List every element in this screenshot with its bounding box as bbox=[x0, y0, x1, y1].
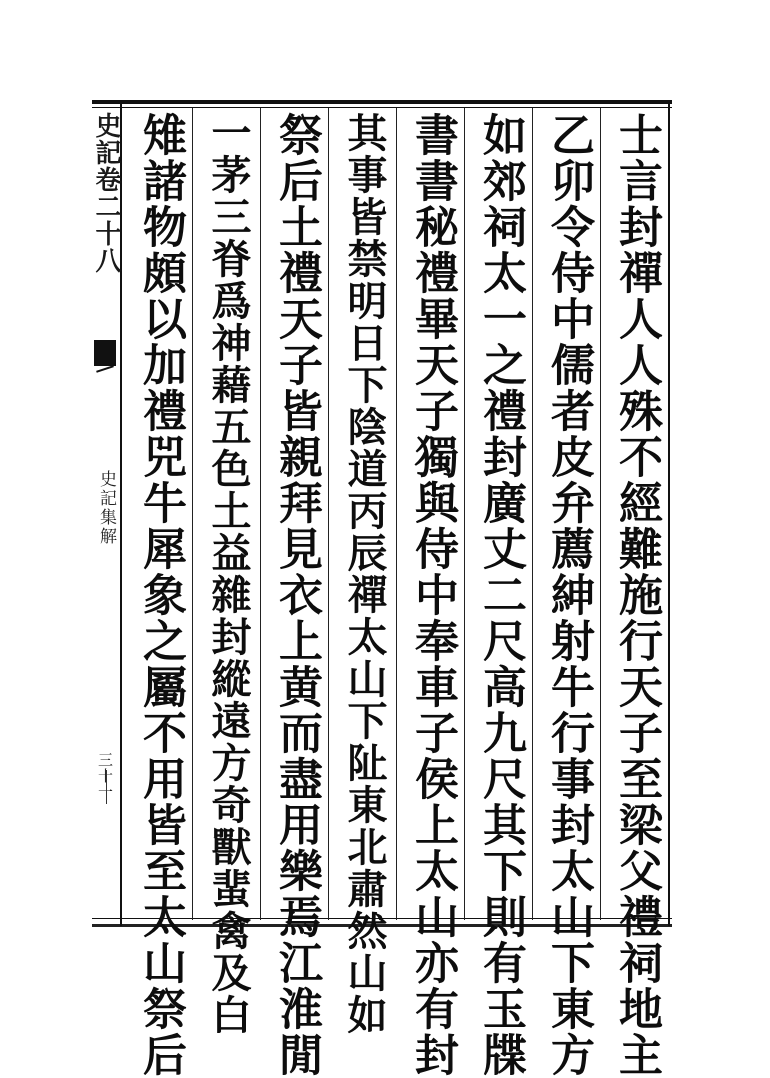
fish-tail-stroke bbox=[96, 365, 114, 372]
column-separator bbox=[600, 108, 601, 920]
column-separator bbox=[396, 108, 397, 920]
column-text: 乙卯令侍中儒者皮弁薦紳射牛行事封太山下東方 bbox=[543, 112, 594, 1078]
column-text: 書書秘禮畢天子獨與侍中奉車子侯上太山亦有封 bbox=[407, 112, 458, 1078]
column-text: 士言封禪人人殊不經難施行天子至梁父禮祠地主 bbox=[611, 112, 662, 1078]
text-column-4 bbox=[406, 112, 458, 1078]
text-column-1 bbox=[610, 112, 662, 1078]
column-separator bbox=[464, 108, 465, 920]
frame-right-rule bbox=[668, 100, 670, 926]
column-text: 其事皆禁明日下陰道丙辰禪太山下阯東北肅然山如 bbox=[341, 112, 388, 1036]
text-column-6 bbox=[270, 112, 322, 1078]
folio-number: 三十一 bbox=[96, 752, 114, 800]
column-separator bbox=[192, 108, 193, 920]
column-separator bbox=[328, 108, 329, 920]
book-title: 史記集解 bbox=[96, 470, 116, 546]
running-head: 史記卷二十八 bbox=[91, 112, 121, 274]
column-text: 一茅三脊爲神藉五色土益雜封縱遠方奇獸蜚禽及白 bbox=[205, 112, 252, 1036]
column-text: 祭后土禮天子皆親拜見衣上黄而盡用樂焉江淮閒 bbox=[271, 112, 322, 1078]
folio-rule bbox=[106, 770, 107, 804]
frame-top-rule bbox=[92, 100, 672, 104]
text-column-3 bbox=[474, 112, 526, 1078]
fish-tail-mark bbox=[94, 340, 116, 366]
column-separator bbox=[532, 108, 533, 920]
text-column-7 bbox=[202, 112, 254, 1036]
text-column-8 bbox=[134, 112, 186, 1078]
text-column-5 bbox=[338, 112, 390, 1036]
column-text: 雉諸物頗以加禮兕牛犀象之屬不用皆至太山祭后 bbox=[135, 112, 186, 1078]
column-separator bbox=[260, 108, 261, 920]
column-text: 如郊祠太一之禮封廣丈二尺高九尺其下則有玉牒 bbox=[475, 112, 526, 1078]
frame-top-inner-rule bbox=[92, 107, 672, 108]
text-column-2 bbox=[542, 112, 594, 1078]
